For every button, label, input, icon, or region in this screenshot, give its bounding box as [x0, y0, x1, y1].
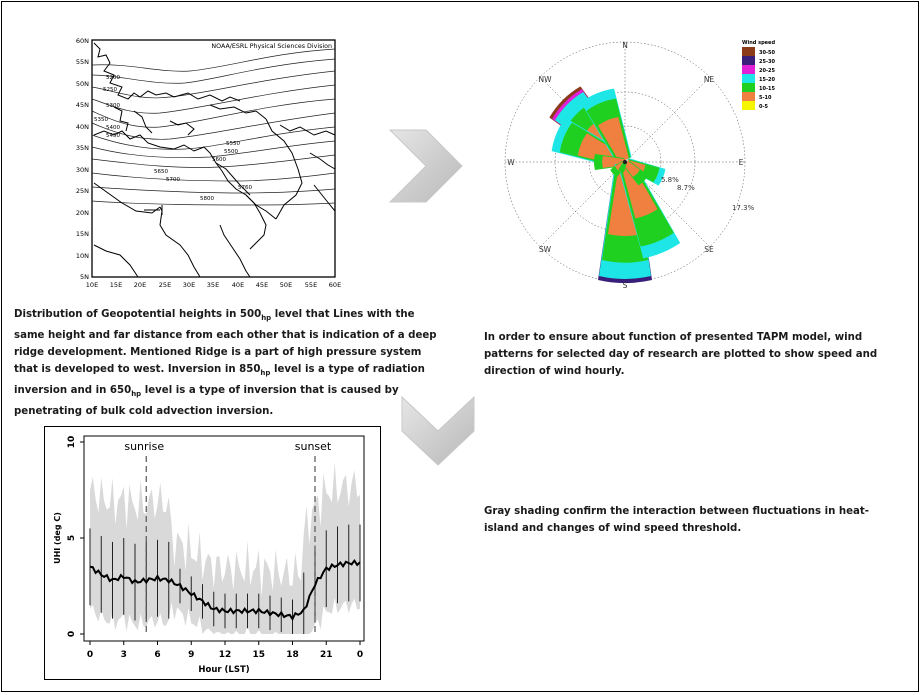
arrow-right-icon: [388, 128, 464, 204]
legend-label: 10-15: [759, 86, 775, 92]
legend-label: 30-50: [759, 50, 775, 56]
contour-label: 5350: [94, 117, 108, 123]
lon-label: 20E: [133, 281, 147, 289]
x-tick-label: 18: [286, 650, 299, 660]
x-tick-label: 6: [154, 650, 161, 660]
contour-label: 5450: [106, 133, 120, 139]
lon-label: 35E: [206, 281, 220, 289]
rose-caption: In order to ensure about function of presented TAPM model, wind patterns for selected day of research are plotted to show speed and direction of wind hourly.: [484, 332, 878, 377]
ring-label: 5.8%: [661, 176, 679, 184]
contour-label: 5300: [106, 103, 120, 109]
contour-label: 5600: [212, 157, 226, 163]
arrow-down-icon: [400, 395, 476, 467]
ring-label: 8.7%: [677, 184, 695, 192]
map-caption-part: level is a type of radiation inversion and in 650: [14, 364, 425, 397]
uhi-chart: [44, 426, 381, 680]
direction-label: NW: [538, 75, 552, 84]
legend-swatch: [742, 56, 755, 65]
lat-label: 40N: [75, 123, 89, 131]
lon-label: 10E: [85, 281, 99, 289]
direction-label: SE: [704, 245, 714, 254]
uhi-caption: Gray shading confirm the interaction between fluctuations in heat-island and changes of wind speed threshold.: [484, 506, 870, 534]
direction-label: N: [622, 41, 628, 50]
legend-swatch: [742, 65, 755, 74]
legend-swatch: [742, 74, 755, 83]
wind-rose: [500, 35, 790, 297]
lon-label: 15E: [109, 281, 123, 289]
contour-label: 5650: [154, 169, 168, 175]
sunrise-label: sunrise: [124, 440, 165, 453]
ring-label: 17.3%: [732, 204, 755, 212]
legend-swatch: [742, 47, 755, 56]
contour-label: 5250: [103, 87, 117, 93]
direction-label: E: [738, 158, 744, 167]
lon-label: 25E: [158, 281, 172, 289]
lat-label: 60N: [75, 37, 89, 45]
lon-label: 60E: [328, 281, 342, 289]
map-caption-part: Distribution of Geopotential heights in 500: [14, 309, 262, 320]
x-tick-label: 12: [218, 650, 232, 660]
map-caption: [14, 306, 440, 420]
x-tick-label: 3: [120, 650, 127, 660]
lat-label: 55N: [75, 58, 89, 66]
direction-label: W: [507, 158, 515, 167]
legend-label: 25-30: [759, 59, 775, 65]
map-caption-part: level that Lines with the same height and far distance from each other that is indication of a deep ridge development. Mentioned Ridge is a part of high pressure system that is developed to west. Inversion in 850: [14, 309, 437, 376]
x-tick-label: 21: [319, 650, 333, 660]
contour-label: 5550: [226, 141, 240, 147]
map-caption-part: level is a type of inversion that is caused by penetrating of bulk cold advection inversion.: [14, 385, 399, 418]
legend-label: 5-10: [759, 95, 772, 101]
x-tick-label: 0: [86, 650, 94, 660]
legend-label: 20-25: [759, 68, 775, 74]
contour-label: 5760: [238, 185, 252, 191]
lon-label: 30E: [182, 281, 196, 289]
map-credit: NOAA/ESRL Physical Sciences Division: [211, 43, 332, 50]
legend-swatch: [742, 101, 755, 110]
y-axis-label: UHI (deg C): [53, 512, 62, 564]
lon-label: 55E: [304, 281, 318, 289]
lat-label: 35N: [75, 144, 89, 152]
unit-sub: hp: [131, 390, 142, 399]
lat-label: 45N: [75, 101, 89, 109]
contour-label: 5500: [224, 149, 238, 155]
x-tick-label: 15: [252, 650, 266, 660]
contour-label: 5700: [166, 177, 180, 183]
legend-label: 15-20: [759, 77, 775, 83]
lat-label: 25N: [75, 187, 89, 195]
contour-label: 5200: [106, 75, 120, 81]
unit-sub: hp: [261, 314, 272, 323]
lat-label: 5N: [80, 273, 89, 281]
x-tick-label: 9: [188, 650, 195, 660]
contour-label: 5800: [200, 196, 214, 202]
direction-label: NE: [703, 75, 715, 84]
lat-label: 20N: [75, 209, 89, 217]
lat-label: 15N: [75, 230, 89, 238]
wind-legend: [742, 40, 776, 110]
lat-label: 50N: [75, 80, 89, 88]
lat-label: 30N: [75, 166, 89, 174]
y-tick-label: 10: [67, 435, 77, 449]
geopotential-map: [70, 35, 345, 295]
lon-label: 45E: [255, 281, 269, 289]
legend-swatch: [742, 83, 755, 92]
legend-title: Wind speed: [742, 40, 776, 46]
x-tick-label: 0: [356, 650, 364, 660]
y-tick-label: 5: [67, 534, 77, 542]
unit-sub: hp: [260, 369, 271, 378]
contour-label: 5400: [106, 125, 120, 131]
direction-label: SW: [538, 245, 552, 254]
legend-label: 0-5: [759, 104, 769, 110]
lon-label: 50E: [279, 281, 293, 289]
direction-label: S: [622, 281, 628, 290]
legend-swatch: [742, 92, 755, 101]
sunset-label: sunset: [294, 440, 332, 453]
lon-label: 40E: [231, 281, 245, 289]
lat-label: 10N: [75, 252, 89, 260]
y-tick-label: 0: [67, 630, 77, 638]
x-axis-label: Hour (LST): [198, 665, 250, 675]
